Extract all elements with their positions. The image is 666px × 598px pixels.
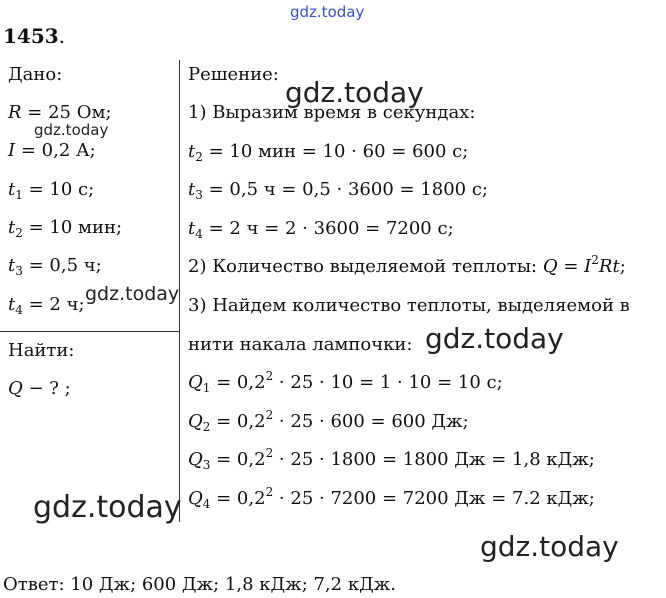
problem-number xyxy=(3,24,65,48)
subscript: 3 xyxy=(202,458,211,473)
answer: Ответ: 10 Дж; 600 Дж; 1,8 кДж; 7,2 кДж. xyxy=(3,574,396,595)
solution-heading: Решение: xyxy=(188,64,279,85)
superscript: 2 xyxy=(265,446,274,461)
formula-text: I xyxy=(584,256,592,278)
formula-text: Q xyxy=(542,256,558,278)
subscript: 3 xyxy=(15,264,23,279)
formula-text: = 25 Ом; xyxy=(21,102,112,123)
formula-text: · 25 · 7200 = 7200 Дж = 7.2 кДж; xyxy=(273,488,595,509)
formula-text: = 2 ч; xyxy=(22,293,85,315)
sol-line xyxy=(188,253,626,278)
subscript: 3 xyxy=(195,188,203,203)
sol-line xyxy=(188,218,454,240)
watermark: gdz.today xyxy=(425,322,564,355)
formula-text: I xyxy=(8,140,16,162)
subscript: 2 xyxy=(15,225,23,240)
watermark: gdz.today xyxy=(34,121,109,139)
formula-text: t xyxy=(8,178,16,200)
formula-text: t xyxy=(188,179,196,201)
formula-text: t xyxy=(8,293,16,315)
formula-text: 3) Найдем количество теплоты, выделяемой в xyxy=(188,295,630,316)
sol-line xyxy=(188,446,595,473)
formula-text: t xyxy=(188,140,196,162)
formula-text: = 10 с; xyxy=(22,178,95,200)
superscript: 2 xyxy=(265,407,274,422)
formula-text: = 0,2 А; xyxy=(15,140,96,162)
formula-text: 2) Количество выделяемой теплоты: xyxy=(188,256,543,278)
subscript: 4 xyxy=(15,302,23,317)
subscript: 4 xyxy=(195,226,203,241)
formula-text: Q xyxy=(188,488,203,509)
problem-number-text: 1453 xyxy=(3,24,59,48)
formula-text: R xyxy=(8,102,22,123)
formula-text: · 25 · 10 = 1 · 10 = 10 с; xyxy=(273,372,503,394)
formula-text: нити накала лампочки: xyxy=(188,333,413,355)
formula-text: = 0,2 xyxy=(210,372,266,394)
subscript: 1 xyxy=(202,381,211,396)
find-heading: Найти: xyxy=(8,340,75,361)
sol-line xyxy=(188,295,630,317)
superscript: 2 xyxy=(265,485,274,499)
given-find-divider xyxy=(0,331,179,332)
formula-text: = 2 ч = 2 · 3600 = 7200 с; xyxy=(202,217,454,239)
formula-text: = 0,2 xyxy=(210,410,266,432)
formula-text: = 0,2 xyxy=(210,488,266,509)
given-line xyxy=(8,255,102,277)
subscript: 2 xyxy=(195,149,203,164)
subscript: 1 xyxy=(15,187,23,202)
sol-line xyxy=(188,141,468,163)
formula-text: = 10 мин; xyxy=(22,216,123,238)
formula-text: t xyxy=(8,255,16,277)
watermark: gdz.today xyxy=(480,530,619,563)
given-line xyxy=(8,140,96,162)
superscript: 2 xyxy=(591,253,599,268)
watermark: gdz.today xyxy=(285,76,424,109)
find-line xyxy=(8,378,71,400)
formula-text: Q xyxy=(188,372,203,394)
given-line xyxy=(8,179,94,201)
formula-text: = 0,2 xyxy=(210,449,266,471)
formula-text: 1) Выразим время в секундах: xyxy=(188,102,476,123)
watermark: gdz.today xyxy=(85,283,180,305)
watermark: gdz.today xyxy=(290,3,365,21)
formula-text: Q xyxy=(188,410,203,432)
superscript: 2 xyxy=(265,369,274,384)
formula-text: t xyxy=(8,216,16,238)
given-heading: Дано: xyxy=(8,64,63,85)
given-line xyxy=(8,217,122,239)
formula-text: = 10 мин = 10 · 60 = 600 с; xyxy=(202,140,469,162)
formula-text: = 0,5 ч; xyxy=(22,255,102,277)
formula-text: − ? ; xyxy=(22,378,71,399)
formula-text: Rt xyxy=(598,256,620,278)
subscript: 2 xyxy=(202,419,211,434)
watermark: gdz.today xyxy=(33,490,182,525)
formula-text: = xyxy=(557,256,585,278)
formula-text: · 25 · 1800 = 1800 Дж = 1,8 кДж; xyxy=(273,449,595,471)
formula-text: = 0,5 ч = 0,5 · 3600 = 1800 с; xyxy=(202,179,488,201)
sol-line xyxy=(188,179,488,201)
problem-number-dot: . xyxy=(58,24,66,48)
sol-line xyxy=(188,485,595,511)
formula-text: ; xyxy=(619,256,626,278)
formula-text: Q xyxy=(8,378,23,399)
formula-text: t xyxy=(188,217,196,239)
sol-line xyxy=(188,334,412,356)
subscript: 4 xyxy=(202,497,211,511)
given-line xyxy=(8,294,85,316)
sol-line xyxy=(188,407,469,434)
formula-text: · 25 · 600 = 600 Дж; xyxy=(273,410,469,432)
sol-line xyxy=(188,369,503,396)
formula-text: Q xyxy=(188,449,203,471)
